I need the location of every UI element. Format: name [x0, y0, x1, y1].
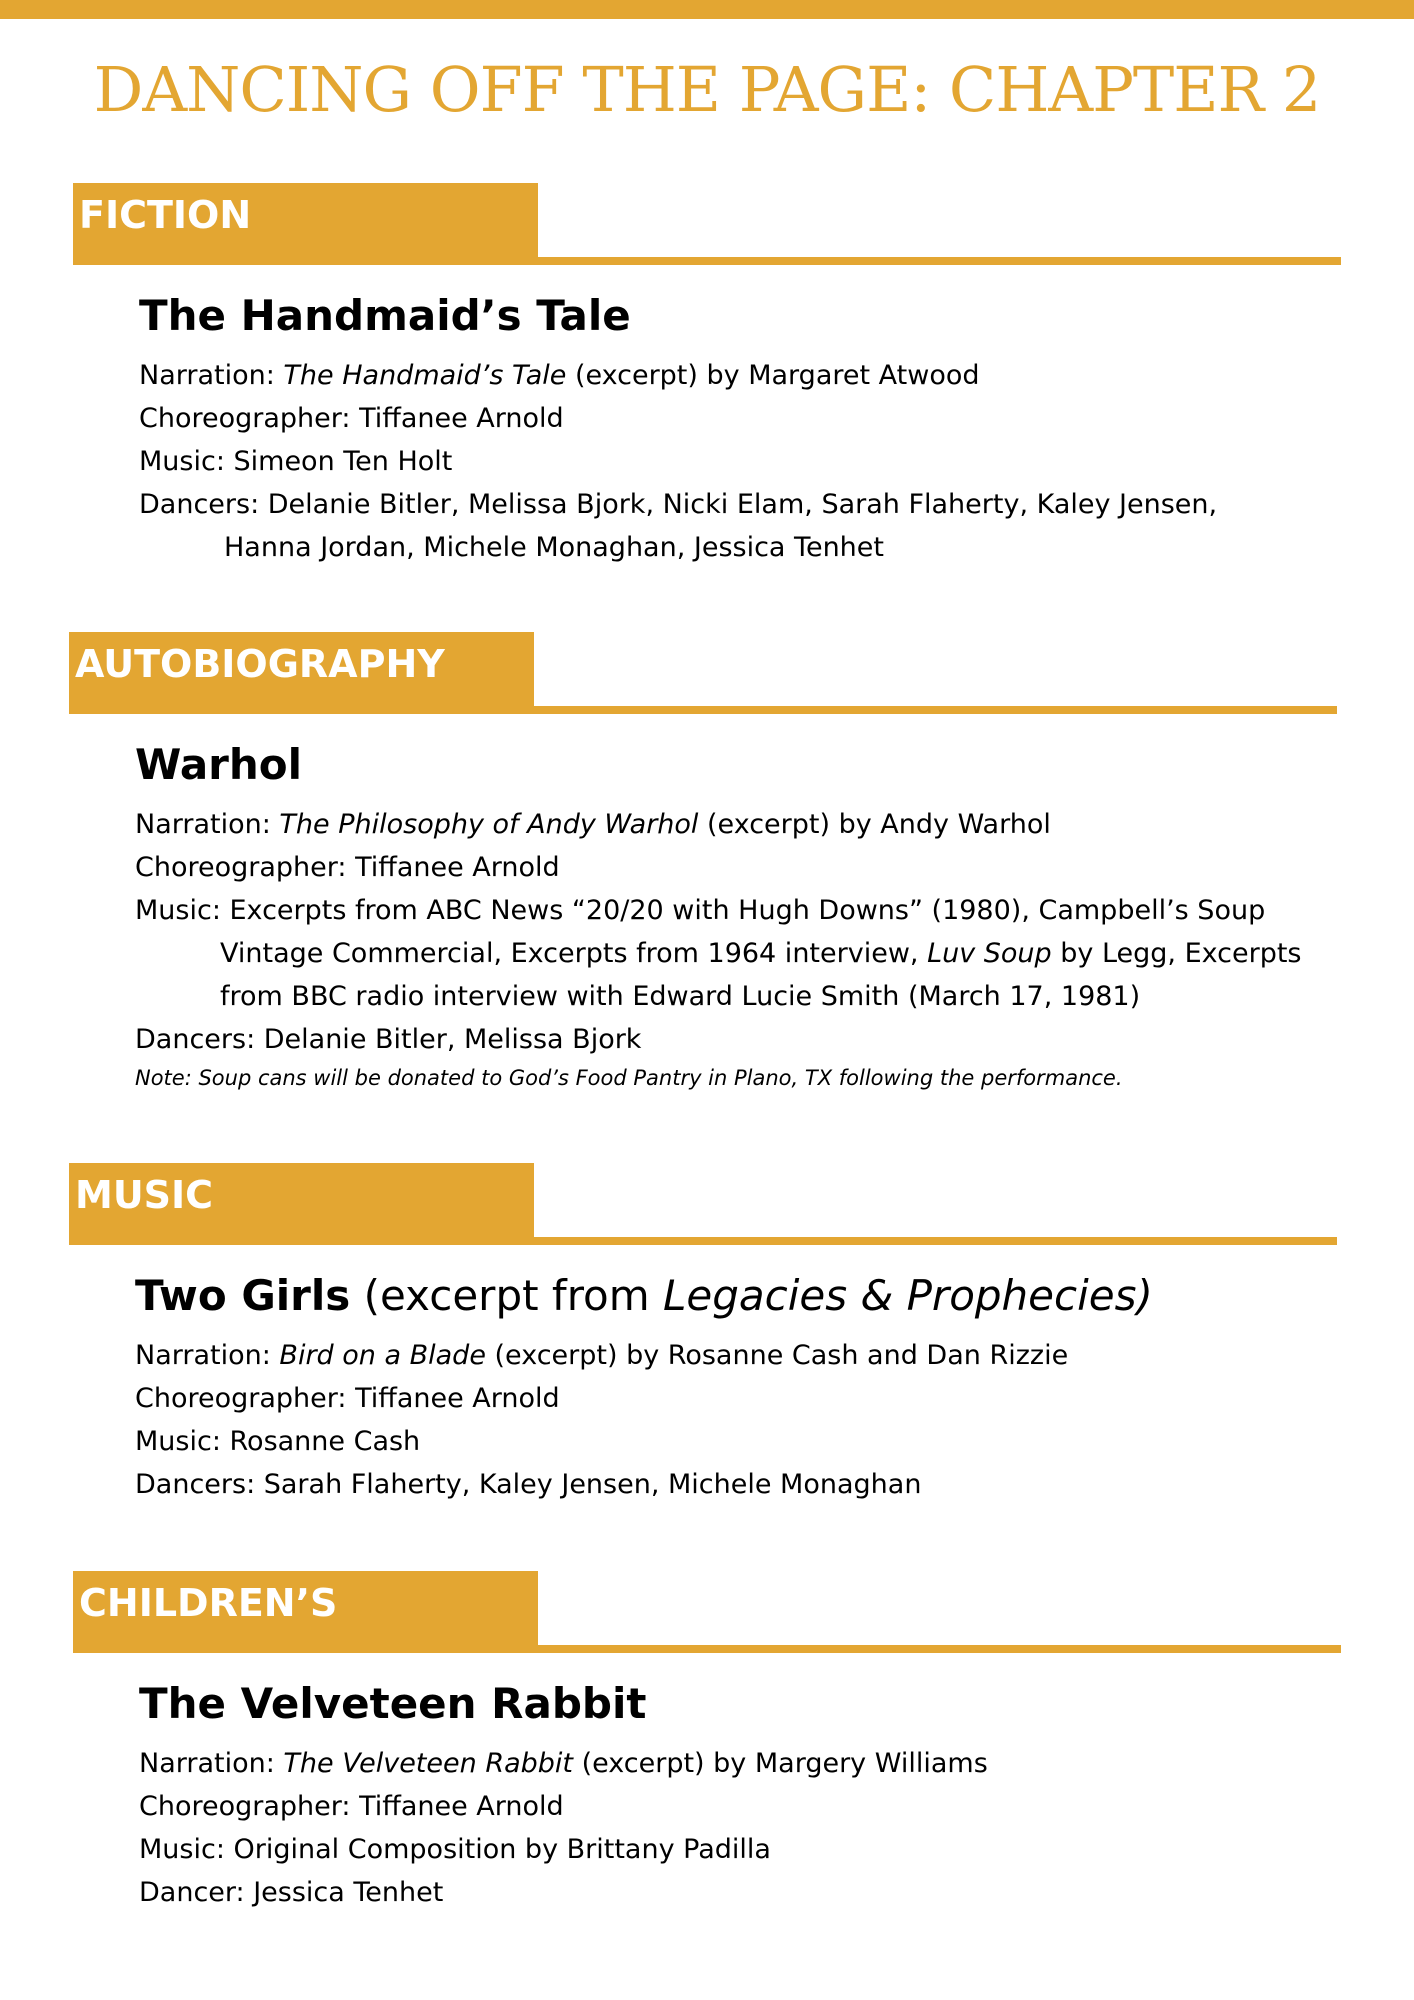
performance-note: Note: Soup cans will be donated to God’s Food Pantry in Plano, TX following the performance. [135, 1066, 1123, 1090]
category-tab: AUTOBIOGRAPHY [69, 632, 534, 714]
category-tab: CHILDREN’S [73, 1571, 538, 1653]
piece-title: Warhol [135, 740, 303, 789]
section-rule [69, 1237, 1337, 1245]
piece-block [139, 286, 1217, 569]
dancers-line-continued: Hanna Jordan, Michele Monaghan, Jessica Tenhet [224, 532, 884, 563]
section-rule [69, 706, 1337, 714]
narration-line: Narration: The Velveteen Rabbit (excerpt) by Margery Williams [139, 1748, 988, 1779]
choreographer-line: Choreographer: Tiffanee Arnold [135, 852, 560, 883]
choreographer-line: Choreographer: Tiffanee Arnold [135, 1383, 560, 1414]
dancers-line: Dancer: Jessica Tenhet [139, 1877, 444, 1908]
piece-block [135, 1266, 1153, 1506]
dancers-line: Dancers: Delanie Bitler, Melissa Bjork, Nicki Elam, Sarah Flaherty, Kaley Jensen, [139, 489, 1218, 520]
music-line-continued: Vintage Commercial, Excerpts from 1964 interview, Luv Soup by Legg, Excerpts [220, 938, 1302, 969]
category-tab: MUSIC [69, 1163, 534, 1245]
piece-title: The Handmaid’s Tale [139, 291, 631, 340]
music-line: Music: Rosanne Cash [135, 1426, 421, 1457]
top-accent-bar [0, 0, 1414, 19]
choreographer-line: Choreographer: Tiffanee Arnold [139, 403, 564, 434]
section-rule [73, 1645, 1341, 1653]
music-line-continued: from BBC radio interview with Edward Lucie Smith (March 17, 1981) [220, 981, 1141, 1012]
piece-block [135, 735, 1302, 1095]
section-rule [73, 257, 1341, 265]
category-tab: FICTION [73, 183, 538, 265]
narration-line: Narration: Bird on a Blade (excerpt) by Rosanne Cash and Dan Rizzie [135, 1340, 1069, 1371]
music-line: Music: Simeon Ten Holt [139, 446, 453, 477]
narration-line: Narration: The Handmaid’s Tale (excerpt) by Margaret Atwood [139, 360, 980, 391]
music-line: Music: Original Composition by Brittany Padilla [139, 1834, 771, 1865]
piece-block [139, 1674, 988, 1914]
narration-line: Narration: The Philosophy of Andy Warhol (excerpt) by Andy Warhol [135, 809, 1051, 840]
choreographer-line: Choreographer: Tiffanee Arnold [139, 1791, 564, 1822]
piece-subtitle: (excerpt from Legacies & Prophecies) [350, 1271, 1153, 1320]
dancers-line: Dancers: Sarah Flaherty, Kaley Jensen, Michele Monaghan [135, 1469, 922, 1500]
dancers-line: Dancers: Delanie Bitler, Melissa Bjork [135, 1024, 642, 1055]
music-line: Music: Excerpts from ABC News “20/20 with Hugh Downs” (1980), Campbell’s Soup [135, 895, 1266, 926]
piece-title: The Velveteen Rabbit [139, 1679, 647, 1728]
piece-title: Two Girls (excerpt from Legacies & Prophecies) [135, 1271, 1153, 1320]
page-title: DANCING OFF THE PAGE: CHAPTER 2 [93, 53, 1321, 126]
